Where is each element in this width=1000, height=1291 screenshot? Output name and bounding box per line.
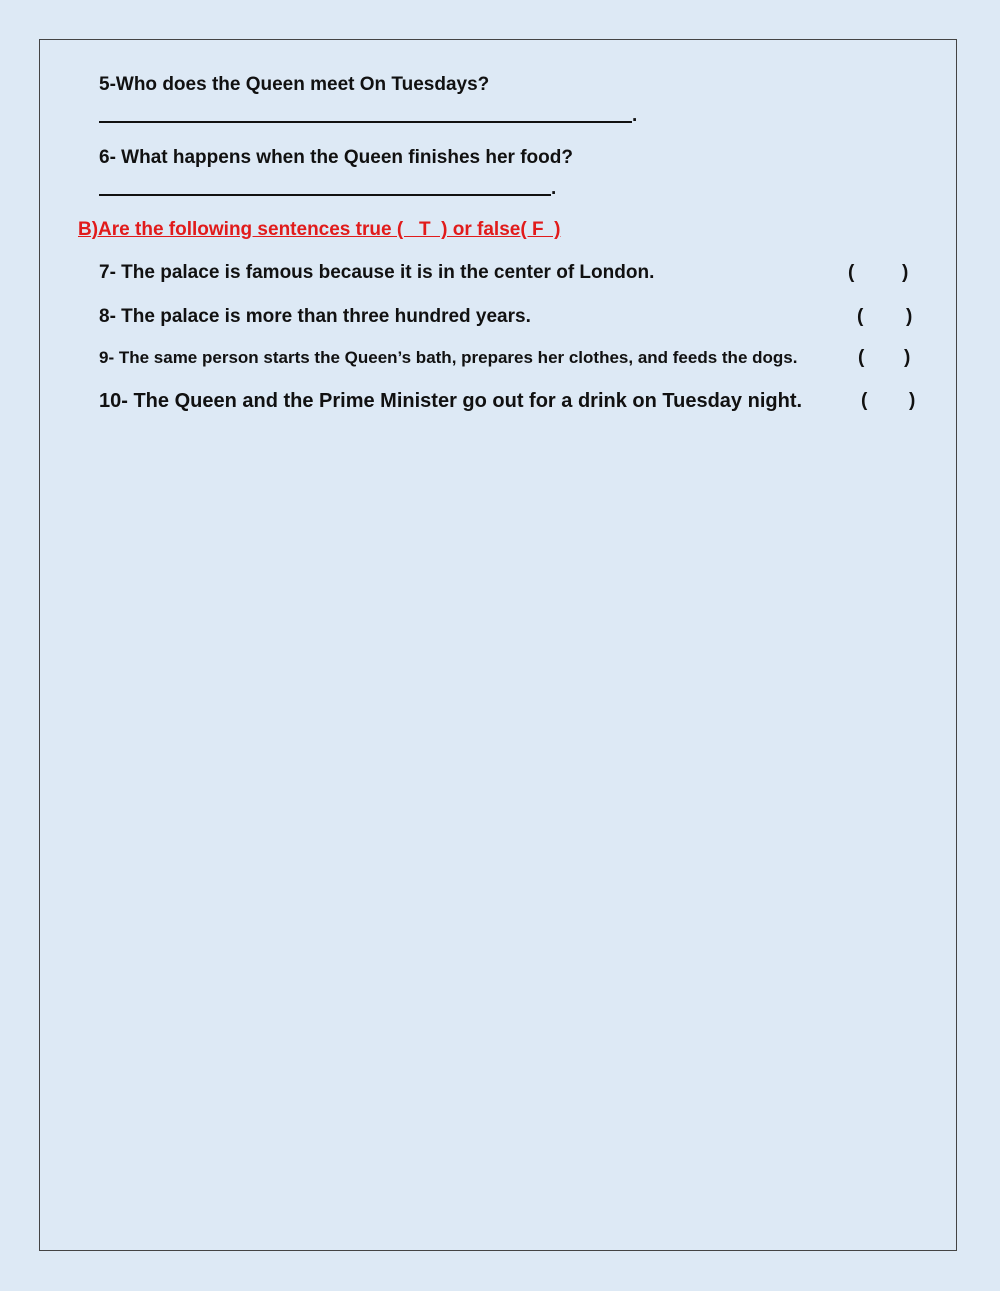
section-b-heading: B)Are the following sentences true ( T ) or false( F ) bbox=[78, 219, 561, 240]
answer-paren-open-8[interactable]: ( bbox=[857, 306, 864, 327]
question-6: 6- What happens when the Queen finishes her food? bbox=[99, 147, 573, 168]
answer-line-5[interactable] bbox=[99, 121, 632, 123]
question-7: 7- The palace is famous because it is in the center of London. bbox=[99, 262, 655, 283]
answer-paren-open-9[interactable]: ( bbox=[858, 347, 865, 368]
answer-paren-close-7[interactable]: ) bbox=[902, 262, 909, 283]
answer-paren-close-8[interactable]: ) bbox=[906, 306, 913, 327]
answer-paren-open-10[interactable]: ( bbox=[861, 390, 868, 411]
answer-paren-open-7[interactable]: ( bbox=[848, 262, 855, 283]
answer-line-6-period: . bbox=[551, 178, 557, 199]
question-10: 10- The Queen and the Prime Minister go out for a drink on Tuesday night. bbox=[99, 390, 803, 412]
answer-paren-close-10[interactable]: ) bbox=[909, 390, 916, 411]
answer-paren-close-9[interactable]: ) bbox=[904, 347, 911, 368]
question-8: 8- The palace is more than three hundred years. bbox=[99, 306, 531, 327]
question-9: 9- The same person starts the Queen’s bath, prepares her clothes, and feeds the dogs. bbox=[99, 348, 798, 367]
answer-line-5-period: . bbox=[632, 105, 638, 126]
answer-line-6[interactable] bbox=[99, 194, 551, 196]
question-5: 5-Who does the Queen meet On Tuesdays? bbox=[99, 74, 490, 95]
